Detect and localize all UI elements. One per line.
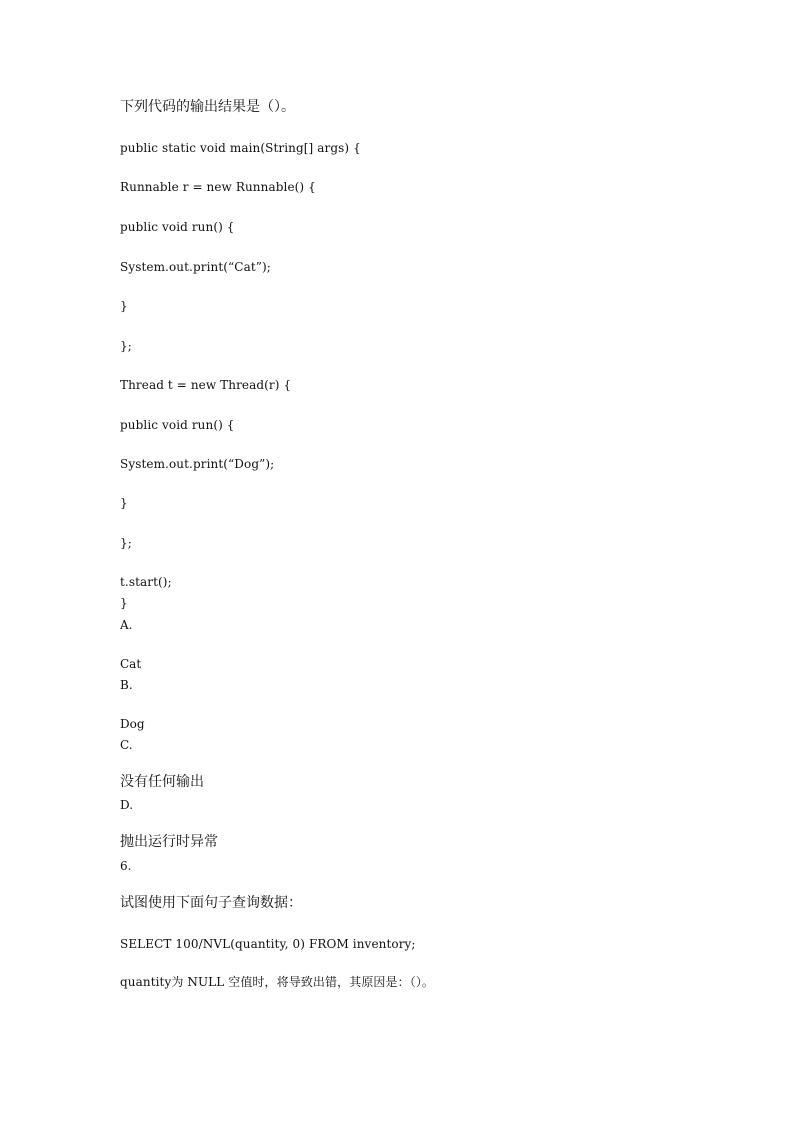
question-number: 6. [120,859,132,873]
option-text: Dog [120,717,145,731]
code-line: public void run() { [120,220,235,234]
code-line: }; [120,339,132,353]
code-line: } [120,596,128,610]
question-condition: quantity为 NULL 空值时，将导致出错，其原因是：（）。 [120,975,435,989]
code-line: public void run() { [120,418,235,432]
code-line: } [120,496,128,510]
option-text: 没有任何输出 [120,774,204,790]
sql-statement: SELECT 100/NVL(quantity, 0) FROM inventory; [120,937,416,951]
code-line: }; [120,536,132,550]
code-line: Runnable r = new Runnable() { [120,180,316,194]
option-label: D. [120,798,134,812]
code-line: Thread t = new Thread(r) { [120,378,292,392]
option-label: A. [120,618,133,632]
code-line: t.start(); [120,575,172,589]
option-text: Cat [120,657,142,671]
code-line: } [120,299,128,313]
option-text: 抛出运行时异常 [120,834,218,850]
code-line: System.out.print(“Cat”); [120,260,271,274]
code-line: System.out.print(“Dog”); [120,457,275,471]
question-prompt: 试图使用下面句子查询数据： [120,895,302,911]
option-label: B. [120,678,133,692]
option-label: C. [120,738,133,752]
question-prompt: 下列代码的输出结果是（）。 [120,99,295,115]
code-line: public static void main(String[] args) { [120,141,361,155]
